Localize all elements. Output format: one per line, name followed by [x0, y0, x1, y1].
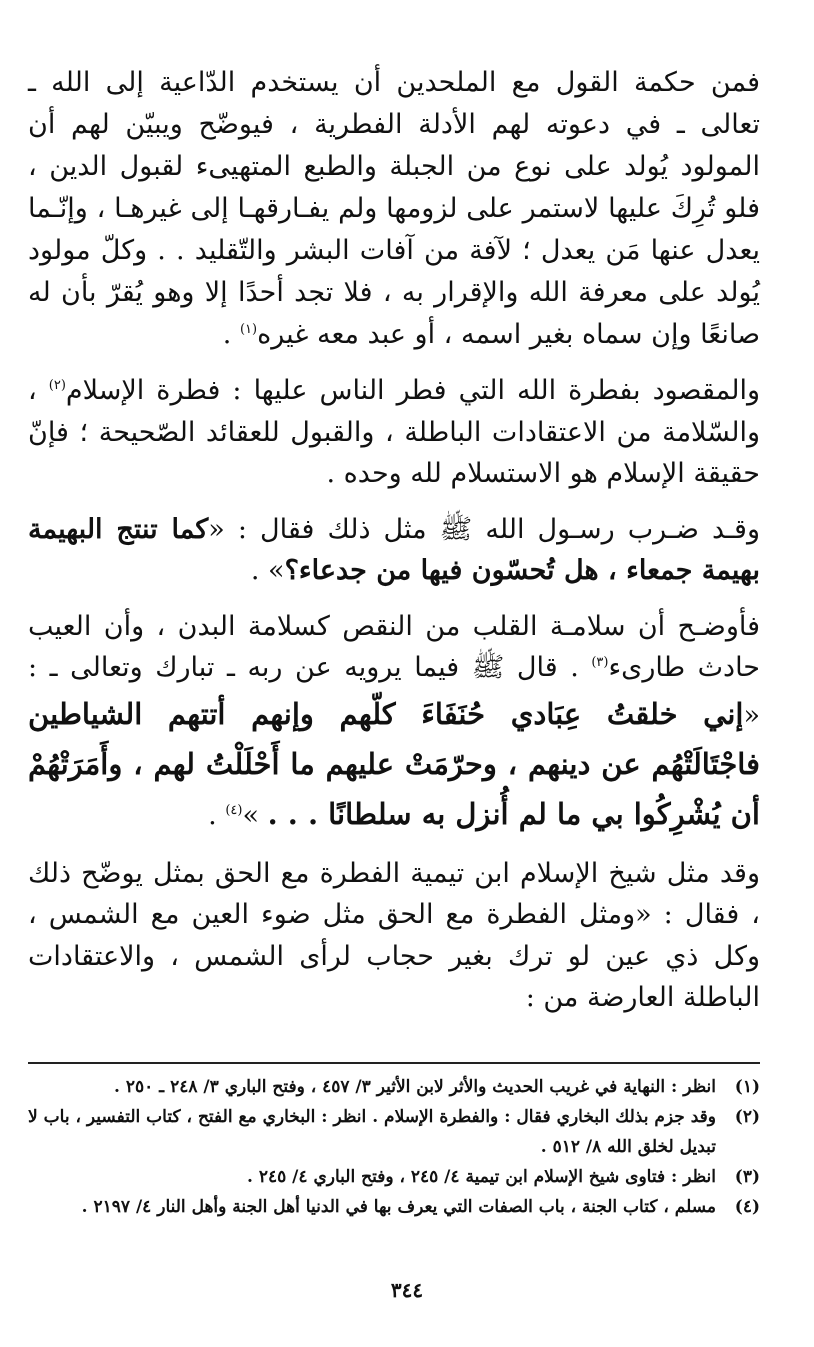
paragraph-5	[28, 853, 760, 1019]
footnote-ref-3[interactable]: (٣)	[591, 655, 609, 670]
footnote-text: مسلم ، كتاب الجنة ، باب الصفات التي يعرف بها في الدنيا أهل الجنة وأهل النار ٤/ ٢١٩٧ .	[81, 1197, 716, 1217]
footnote-divider	[28, 1062, 760, 1064]
paragraph-2	[28, 370, 760, 495]
page-number: ٣٤٤	[390, 1278, 424, 1302]
paragraph-1	[28, 62, 760, 356]
footnote-text: وقد جزم بذلك البخاري فقال : والفطرة الإسلام . انظر : البخاري مع الفتح ، كتاب التفسير ، باب لا تبديل لخلق الله ٨/ ٥١٢ .	[28, 1107, 716, 1157]
footnote-ref-1[interactable]: (١)	[239, 322, 258, 337]
hadith-quote-1: كما تنتج البهيمة بهيمة جمعاء ، هل تُحسّون فيها من جدعاء؟	[28, 513, 760, 586]
footnote-1	[28, 1072, 760, 1102]
footnote-4	[28, 1192, 760, 1222]
footnote-2	[28, 1102, 760, 1162]
footnote-ref-4[interactable]: (٤)	[225, 802, 243, 818]
footnote-number: (٣)	[734, 1167, 760, 1187]
paragraph-4-tail: .	[208, 799, 226, 831]
paragraph-3-lead: وقـد ضـرب رسـول الله ﷺ مثل ذلك فقال : «	[208, 513, 761, 545]
hadith-quote-2: إني خلقتُ عِبَادي حُنَفَاءَ كلّهم وإنهم أتتهم الشياطين فاجْتَالَتْهُم عن دينهم ، وحرّمَتْ عليهم ما أَحْلَلْتُ لهم ، وأَمَرَتْهُمْ أن يُشْرِكُوا بي ما لم أُنزل به سلطانًا . . .	[28, 696, 760, 831]
footnote-ref-2[interactable]: (٢)	[48, 378, 66, 393]
footnote-number: (٤)	[734, 1197, 760, 1217]
paragraph-5-text: وقد مثل شيخ الإسلام ابن تيمية الفطرة مع الحق بمثل يوضّح ذلك ، فقال : «ومثل الفطرة مع الحق مثل ضوء العين مع الشمس ، وكل ذي عين لو ترك بغير حجاب لرأى الشمس ، والاعتقادات الباطلة العارضة من :	[28, 857, 760, 1013]
paragraph-1-tail: .	[222, 319, 240, 350]
paragraph-2-text: والمقصود بفطرة الله التي فطر الناس عليها : فطرة الإسلام	[65, 375, 761, 406]
footnotes	[28, 1072, 760, 1222]
footnote-number: (٢)	[734, 1107, 760, 1127]
paragraph-1-text: فمن حكمة القول مع الملحدين أن يستخدم الدّاعية إلى الله ـ تعالى ـ في دعوته لهم الأدلة الفطرية ، فيوضّح ويبيّن لهم أن المولود يُولد على نوع من الجبلة والطبع المتهيىء لقبول الدين ، فلو تُرِكَ عليها لاستمر على لزومها ولم يفـارقهـا إلى غيرهـا ، وإنّـما يعدل عنها مَن يعدل ؛ لآفة من آفات البشر والتّقليد . . وكلّ مولود يُولد على معرفة الله والإقرار به ، فلا تجد أحدًا إلا وهو يُقرّ بأن له صانعًا وإن سماه بغير اسمه ، أو عبد معه غيره	[28, 67, 760, 350]
footnote-text: انظر : النهاية في غريب الحديث والأثر لابن الأثير ٣/ ٤٥٧ ، وفتح الباري ٣/ ٢٤٨ ـ ٢٥٠ .	[114, 1077, 716, 1097]
footnote-number: (١)	[734, 1077, 760, 1097]
paragraph-4-close: »	[242, 799, 268, 831]
paragraph-4-lead: فأوضـح أن سلامـة القلب من النقص كسلامة البدن ، وأن العيب حادث طارىء	[28, 610, 760, 683]
footnote-3	[28, 1162, 760, 1192]
paragraph-4-mid: . قال ﷺ فيما يرويه عن ربه ـ تبارك وتعالى ـ : «	[28, 652, 760, 731]
paragraph-3	[28, 509, 760, 592]
footnote-text: انظر : فتاوى شيخ الإسلام ابن تيمية ٤/ ٢٤٥ ، وفتح الباري ٤/ ٢٤٥ .	[247, 1167, 716, 1187]
paragraph-2-tail: ، والسّلامة من الاعتقادات الباطلة ، والقبول للعقائد الصّحيحة ؛ فإنّ حقيقة الإسلام هو الاستسلام لله وحده .	[28, 375, 760, 489]
paragraph-3-tail: » .	[250, 555, 285, 586]
paragraph-4	[28, 606, 760, 839]
